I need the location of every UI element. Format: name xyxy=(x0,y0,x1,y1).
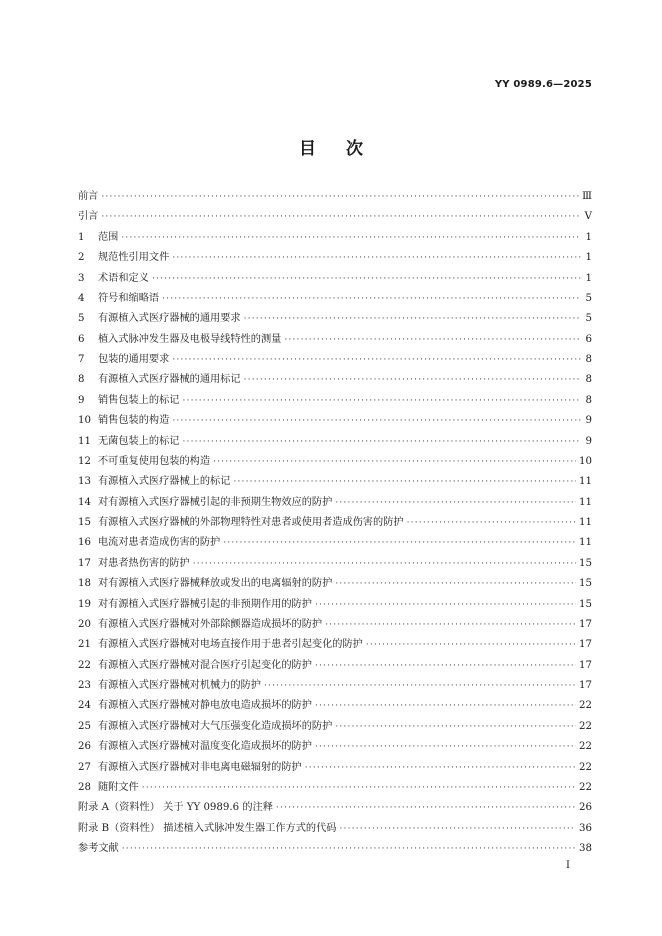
toc-entry-page: 17 xyxy=(579,680,592,691)
toc-entry-page: 8 xyxy=(585,394,592,406)
toc-leader-dots xyxy=(213,457,576,467)
toc-entry[interactable] xyxy=(78,758,592,778)
toc-entry-title: 附录 B（资料性） 描述植入式脉冲发生器工作方式的代码 xyxy=(78,822,337,834)
toc-entry-page: 22 xyxy=(579,700,592,712)
toc-entry[interactable] xyxy=(78,411,592,431)
toc-entry-number: 4 xyxy=(78,292,85,304)
toc-entry-page: 38 xyxy=(579,843,592,854)
toc-entry-number: 13 xyxy=(78,476,91,488)
page-title: 目次 xyxy=(299,139,393,159)
toc-entry[interactable] xyxy=(78,187,592,207)
toc-entry-page: 8 xyxy=(585,354,592,365)
toc-entry-title: 有源植入式医疗器械的通用标记 xyxy=(98,374,241,386)
toc-entry-number: 19 xyxy=(78,598,91,610)
toc-entry-page: 22 xyxy=(579,781,592,793)
toc-entry-title: 有源植入式医疗器械对大气压强变化造成损坏的防护 xyxy=(98,720,333,732)
toc-entry-page: 6 xyxy=(585,333,592,345)
toc-entry-number: 17 xyxy=(78,557,91,569)
toc-entry[interactable] xyxy=(78,350,592,370)
toc-leader-dots xyxy=(183,396,582,406)
toc-entry[interactable] xyxy=(78,798,592,818)
toc-entry[interactable] xyxy=(78,656,592,676)
toc-entry[interactable] xyxy=(78,513,592,533)
toc-leader-dots xyxy=(193,559,576,569)
toc-entry-title: 术语和定义 xyxy=(98,272,149,284)
toc-entry-title: 包装的通用要求 xyxy=(98,354,170,365)
toc-entry-page: 36 xyxy=(579,822,592,834)
toc-entry[interactable] xyxy=(78,839,592,859)
toc-entry[interactable] xyxy=(78,778,592,798)
toc-entry-number: 5 xyxy=(78,313,85,325)
toc-entry-number: 7 xyxy=(78,354,85,365)
toc-entry-page: 5 xyxy=(585,313,592,325)
toc-entry-title: 有源植入式医疗器械对外部除颤器造成损坏的防护 xyxy=(98,618,323,630)
toc-entry-number: 2 xyxy=(78,252,85,264)
toc-leader-dots xyxy=(172,416,581,426)
toc-entry-number: 23 xyxy=(78,680,91,691)
page-number: Ⅰ xyxy=(566,860,570,871)
toc-leader-dots xyxy=(276,803,576,813)
toc-entry-title: 附录 A（资料性） 关于 YY 0989.6 的注释 xyxy=(78,802,273,814)
document-code: YY 0989.6—2025 xyxy=(494,79,592,90)
toc-leader-dots xyxy=(172,355,581,365)
toc-entry-page: 15 xyxy=(579,578,592,590)
toc-entry-number: 20 xyxy=(78,618,91,630)
toc-entry-page: 9 xyxy=(585,415,592,427)
toc-entry-title: 规范性引用文件 xyxy=(98,252,170,264)
toc-leader-dots xyxy=(264,681,576,691)
toc-entry-page: 15 xyxy=(579,557,592,569)
toc-entry[interactable] xyxy=(78,696,592,716)
toc-entry-page: 15 xyxy=(579,598,592,610)
toc-leader-dots xyxy=(152,274,581,284)
toc-leader-dots xyxy=(233,477,576,487)
toc-entry[interactable] xyxy=(78,452,592,472)
toc-entry-title: 有源植入式医疗器械的通用要求 xyxy=(98,313,241,325)
toc-entry-number: 6 xyxy=(78,333,85,345)
toc-entry-number: 21 xyxy=(78,639,91,651)
toc-entry-page: 26 xyxy=(579,802,592,814)
toc-entry[interactable] xyxy=(78,533,592,553)
toc-entry-title: 有源植入式医疗器械对非电离电磁辐射的防护 xyxy=(98,761,302,773)
toc-leader-dots xyxy=(244,314,581,324)
toc-entry-number: 25 xyxy=(78,720,91,732)
toc-entry-title: 电流对患者造成伤害的防护 xyxy=(98,537,221,549)
toc-entry-number: 3 xyxy=(78,272,85,284)
toc-entry-number: 9 xyxy=(78,394,85,406)
toc-entry[interactable] xyxy=(78,330,592,350)
toc-entry-title: 参考文献 xyxy=(78,843,119,854)
toc-entry-number: 24 xyxy=(78,700,91,712)
toc-leader-dots xyxy=(172,253,581,263)
toc-entry[interactable] xyxy=(78,676,592,696)
toc-leader-dots xyxy=(223,538,576,548)
toc-entry-title: 有源植入式医疗器械对电场直接作用于患者引起变化的防护 xyxy=(98,639,363,651)
toc-entry-title: 有源植入式医疗器械对温度变化造成损坏的防护 xyxy=(98,741,312,753)
toc-entry[interactable] xyxy=(78,228,592,248)
toc-entry-number: 1 xyxy=(78,231,85,243)
toc-entry-title: 对有源植入式医疗器械引起的非预期生物效应的防护 xyxy=(98,496,333,508)
toc-entry-title: 有源植入式医疗器械对静电放电造成损坏的防护 xyxy=(98,700,312,712)
toc-entry-number: 10 xyxy=(78,415,91,427)
toc-entry-title: 有源植入式医疗器械对机械力的防护 xyxy=(98,680,261,691)
toc-entry-number: 11 xyxy=(78,435,91,447)
toc-entry[interactable] xyxy=(78,289,592,309)
toc-entry-title: 对有源植入式医疗器械释放或发出的电离辐射的防护 xyxy=(98,578,333,590)
toc-entry-page: Ⅴ xyxy=(584,211,592,223)
toc-leader-dots xyxy=(325,620,576,630)
toc-entry-page: 10 xyxy=(579,455,592,467)
toc-entry-page: 1 xyxy=(585,252,592,264)
toc-entry-number: 27 xyxy=(78,761,91,773)
toc-leader-dots xyxy=(407,518,576,528)
toc-entry-page: 9 xyxy=(585,435,592,447)
toc-leader-dots xyxy=(122,844,576,854)
toc-entry[interactable] xyxy=(78,737,592,757)
table-of-contents xyxy=(78,187,592,859)
toc-entry-page: 5 xyxy=(585,292,592,304)
toc-entry[interactable] xyxy=(78,717,592,737)
toc-entry[interactable] xyxy=(78,615,592,635)
toc-entry[interactable] xyxy=(78,391,592,411)
toc-entry-page: Ⅲ xyxy=(582,191,592,202)
toc-entry-page: 1 xyxy=(585,272,592,284)
toc-leader-dots xyxy=(101,212,581,222)
toc-leader-dots xyxy=(284,335,581,345)
toc-entry-title: 销售包装上的标记 xyxy=(98,394,180,406)
toc-entry-number: 26 xyxy=(78,741,91,753)
toc-leader-dots xyxy=(335,579,576,589)
toc-entry[interactable] xyxy=(78,493,592,513)
toc-entry-page: 11 xyxy=(579,517,592,528)
toc-entry[interactable] xyxy=(78,207,592,227)
toc-entry-page: 11 xyxy=(579,537,592,549)
toc-entry-title: 有源植入式医疗器械的外部物理特性对患者或使用者造成伤害的防护 xyxy=(98,517,404,528)
toc-leader-dots xyxy=(315,600,576,610)
toc-entry[interactable] xyxy=(78,432,592,452)
toc-entry-number: 22 xyxy=(78,659,91,671)
toc-leader-dots xyxy=(339,824,576,834)
toc-entry-number: 28 xyxy=(78,781,91,793)
toc-entry[interactable] xyxy=(78,248,592,268)
toc-entry-title: 销售包装的构造 xyxy=(98,415,170,427)
toc-entry-number: 12 xyxy=(78,455,91,467)
toc-entry-title: 有源植入式医疗器械对混合医疗引起变化的防护 xyxy=(98,659,312,671)
toc-leader-dots xyxy=(315,661,576,671)
toc-entry-number: 18 xyxy=(78,578,91,590)
toc-leader-dots xyxy=(366,640,576,650)
toc-entry-page: 17 xyxy=(579,639,592,651)
toc-leader-dots xyxy=(244,375,581,385)
toc-entry-number: 8 xyxy=(78,374,85,386)
toc-entry-title: 随附文件 xyxy=(98,781,139,793)
toc-leader-dots xyxy=(335,722,576,732)
toc-leader-dots xyxy=(305,763,576,773)
toc-entry-number: 16 xyxy=(78,537,91,549)
toc-leader-dots xyxy=(315,701,576,711)
toc-entry[interactable] xyxy=(78,269,592,289)
toc-entry-number: 14 xyxy=(78,496,91,508)
toc-entry-title: 对患者热伤害的防护 xyxy=(98,557,190,569)
toc-leader-dots xyxy=(142,783,576,793)
toc-entry-title: 不可重复使用包装的构造 xyxy=(98,455,211,467)
toc-entry-page: 8 xyxy=(585,374,592,386)
toc-entry-page: 22 xyxy=(579,720,592,732)
toc-leader-dots xyxy=(183,437,582,447)
toc-entry[interactable] xyxy=(78,574,592,594)
toc-entry[interactable] xyxy=(78,472,592,492)
toc-entry[interactable] xyxy=(78,635,592,655)
toc-entry-page: 1 xyxy=(585,231,592,243)
toc-entry-title: 范围 xyxy=(98,231,119,243)
toc-entry-page: 11 xyxy=(579,496,592,508)
toc-entry-page: 11 xyxy=(579,476,592,488)
toc-entry[interactable] xyxy=(78,819,592,839)
toc-entry[interactable] xyxy=(78,554,592,574)
toc-entry-page: 17 xyxy=(579,659,592,671)
toc-entry-page: 22 xyxy=(579,741,592,753)
toc-entry-title: 引言 xyxy=(78,211,99,223)
toc-entry-page: 22 xyxy=(579,761,592,773)
toc-leader-dots xyxy=(162,294,581,304)
toc-entry[interactable] xyxy=(78,370,592,390)
toc-entry[interactable] xyxy=(78,595,592,615)
toc-entry[interactable] xyxy=(78,309,592,329)
toc-entry-title: 前言 xyxy=(78,191,99,202)
toc-entry-title: 符号和缩略语 xyxy=(98,292,160,304)
toc-leader-dots xyxy=(315,742,576,752)
toc-entry-page: 17 xyxy=(579,618,592,630)
toc-entry-title: 无菌包装上的标记 xyxy=(98,435,180,447)
toc-entry-title: 植入式脉冲发生器及电极导线特性的测量 xyxy=(98,333,282,345)
toc-leader-dots xyxy=(335,498,576,508)
toc-entry-title: 对有源植入式医疗器械引起的非预期作用的防护 xyxy=(98,598,312,610)
toc-entry-title: 有源植入式医疗器械上的标记 xyxy=(98,476,231,488)
toc-leader-dots xyxy=(101,192,579,202)
toc-entry-number: 15 xyxy=(78,517,91,528)
toc-leader-dots xyxy=(121,233,581,243)
